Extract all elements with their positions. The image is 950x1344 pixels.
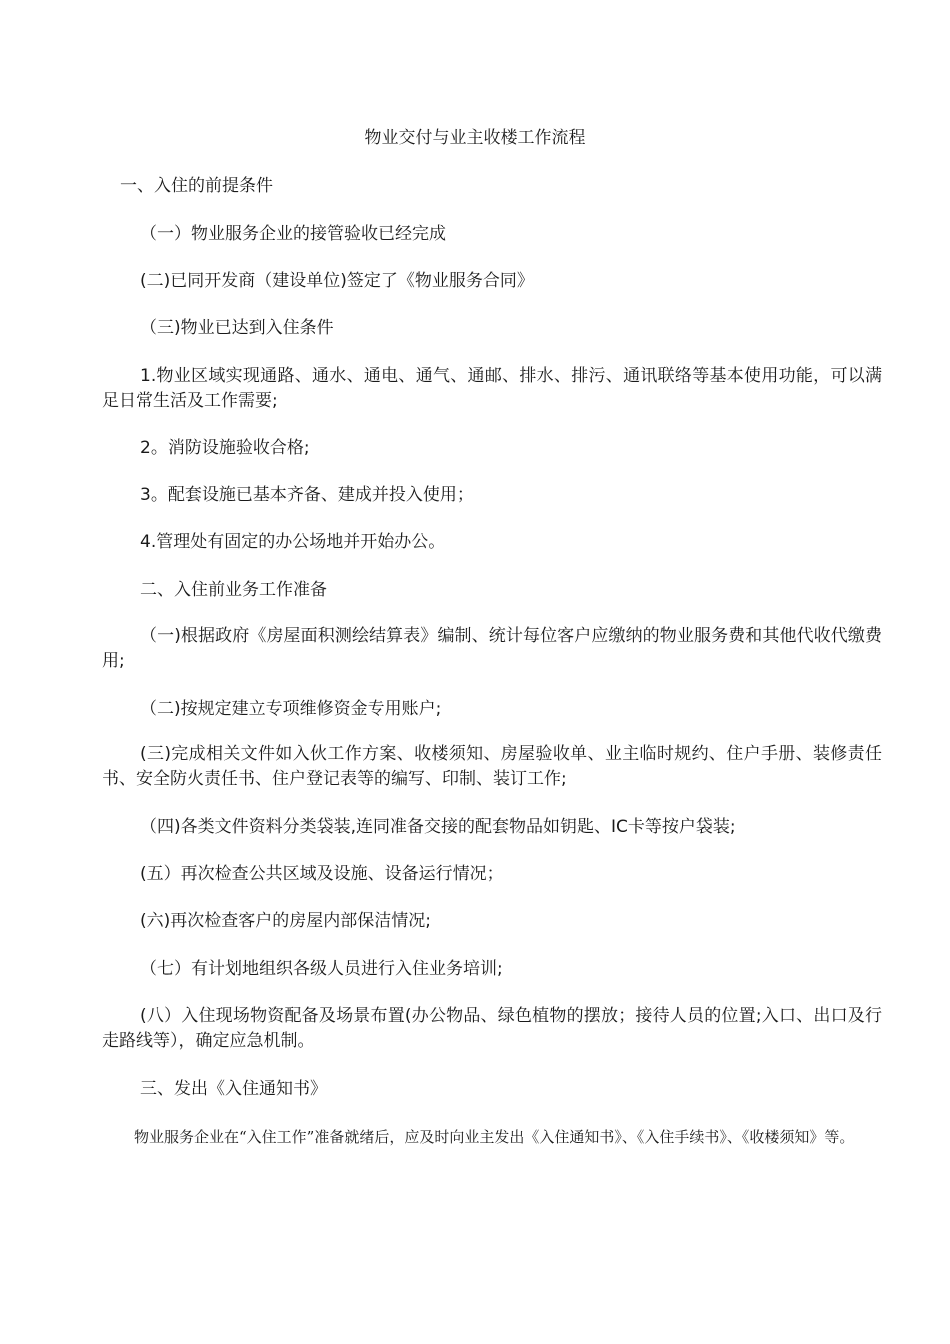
- condition-3: 3。配套设施已基本齐备、建成并投入使用；: [140, 485, 474, 505]
- section2-item-2: （二)按规定建立专项维修资金专用账户;: [140, 699, 442, 719]
- section1-item-1: （一）物业服务企业的接管验收已经完成: [140, 224, 446, 244]
- section2-item-1: （一)根据政府《房屋面积测绘结算表》编制、统计每位客户应缴纳的物业服务费和其他代收代缴费用;: [102, 626, 882, 671]
- section3-body: 物业服务企业在“入住工作”准备就绪后，应及时向业主发出《入住通知书》、《入住手续书》、《收楼须知》等。: [134, 1128, 855, 1146]
- section-heading-1: 一、入住的前提条件: [120, 176, 273, 196]
- condition-4: 4.管理处有固定的办公场地并开始办公。: [140, 532, 446, 552]
- document-title: 物业交付与业主收楼工作流程: [364, 128, 586, 148]
- section1-item-2: (二)已同开发商（建设单位)签定了《物业服务合同》: [140, 271, 534, 291]
- section2-item-6: (六)再次检查客户的房屋内部保洁情况;: [140, 911, 431, 931]
- section-heading-2: 二、入住前业务工作准备: [140, 580, 327, 600]
- condition-1: 1.物业区域实现通路、通水、通电、通气、通邮、排水、排污、通讯联络等基本使用功能，可以满足日常生活及工作需要;: [102, 366, 882, 411]
- section2-item-5: (五）再次检查公共区域及设施、设备运行情况；: [140, 864, 504, 884]
- section2-item-7: （七）有计划地组织各级人员进行入住业务培训;: [140, 959, 503, 979]
- section2-item-8: (八）入住现场物资配备及场景布置(办公物品、绿色植物的摆放；接待人员的位置;入口、出口及行走路线等），确定应急机制。: [102, 1006, 882, 1051]
- section2-item-3: (三)完成相关文件如入伙工作方案、收楼须知、房屋验收单、业主临时规约、住户手册、装修责任书、安全防火责任书、住户登记表等的编写、印制、装订工作;: [102, 744, 882, 789]
- section2-item-4: （四)各类文件资料分类袋装,连同准备交接的配套物品如钥匙、IC卡等按户袋装;: [140, 817, 736, 837]
- section-heading-3: 三、发出《入住通知书》: [140, 1079, 327, 1099]
- section1-item-3: （三)物业已达到入住条件: [140, 318, 334, 338]
- condition-2: 2。消防设施验收合格;: [140, 438, 310, 458]
